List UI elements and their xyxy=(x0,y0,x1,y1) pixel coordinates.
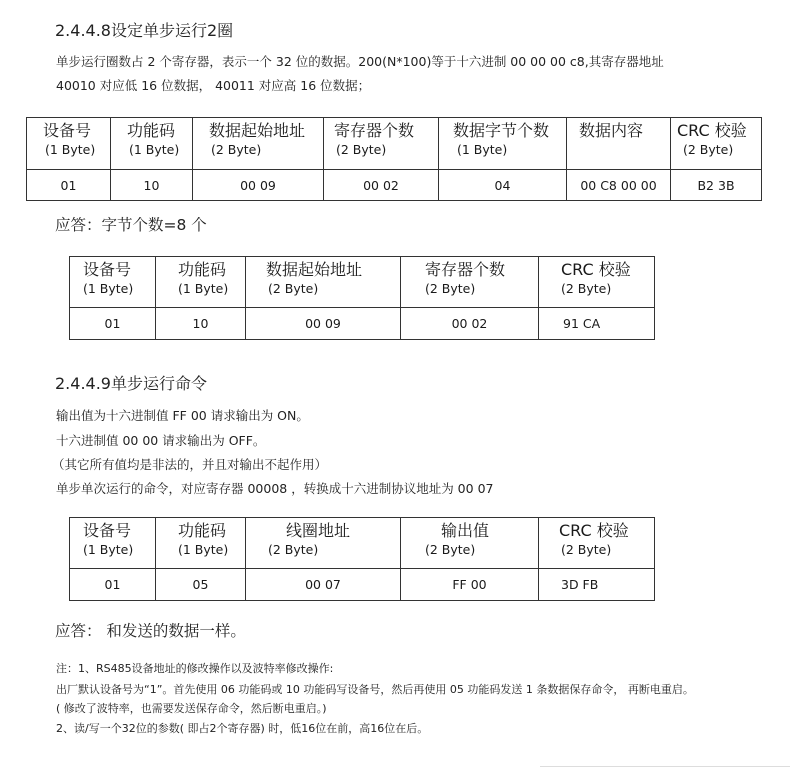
header-label: 数据起始地址 xyxy=(209,121,306,140)
header-label: CRC 校验 xyxy=(677,121,747,140)
header-label: 数据起始地址 xyxy=(266,260,363,279)
header-label: 线圈地址 xyxy=(286,521,351,540)
value-function-code: 05 xyxy=(156,569,246,601)
header-label: 设备号 xyxy=(83,260,132,279)
header-device-id xyxy=(70,257,156,308)
header-register-count xyxy=(324,118,439,170)
write-registers-reply-table xyxy=(69,256,655,340)
reply-same-as-sent: 应答： 和发送的数据一样。 xyxy=(55,622,246,640)
header-size: (2 Byte) xyxy=(683,142,734,157)
header-label: 功能码 xyxy=(127,121,176,140)
header-label: 设备号 xyxy=(43,121,92,140)
header-start-address xyxy=(193,118,324,170)
desc-line-illegal: （其它所有值均是非法的，并且对输出不起作用） xyxy=(52,457,328,472)
note-line-3: ( 修改了波特率，也需要发送保存命令，然后断电重启。) xyxy=(56,702,327,715)
note-line-1: 注：1、RS485设备地址的修改操作以及波特率修改操作: xyxy=(56,662,334,675)
header-size: (1 Byte) xyxy=(129,142,180,157)
value-output-value: FF 00 xyxy=(401,569,539,601)
header-device-id xyxy=(70,518,156,569)
value-coil-address: 00 07 xyxy=(246,569,401,601)
value-crc: B2 3B xyxy=(671,170,762,201)
header-size: (2 Byte) xyxy=(425,542,476,557)
value-start-address: 00 09 xyxy=(193,170,324,201)
value-start-address: 00 09 xyxy=(246,308,401,340)
value-byte-count: 04 xyxy=(439,170,567,201)
header-label: 数据内容 xyxy=(579,121,644,140)
value-crc: 3D FB xyxy=(539,569,655,601)
write-registers-request-table xyxy=(26,117,762,201)
section-title-2-4-4-9: 2.4.4.9单步运行命令 xyxy=(55,374,207,393)
header-size: (2 Byte) xyxy=(336,142,387,157)
header-size: (2 Byte) xyxy=(268,542,319,557)
header-size: (1 Byte) xyxy=(178,542,229,557)
header-size: (2 Byte) xyxy=(211,142,262,157)
note-line-4: 2、读/写一个32位的参数( 即占2个寄存器) 时，低16位在前，高16位在后。 xyxy=(56,722,429,735)
desc-line-off: 十六进制值 00 00 请求输出为 OFF。 xyxy=(56,433,266,448)
header-size: (1 Byte) xyxy=(83,542,134,557)
header-coil-address xyxy=(246,518,401,569)
header-label: 输出值 xyxy=(441,521,490,540)
header-function-code xyxy=(111,118,193,170)
header-label: CRC 校验 xyxy=(559,521,629,540)
header-crc xyxy=(539,257,655,308)
value-crc: 91 CA xyxy=(539,308,655,340)
header-data-content xyxy=(567,118,671,170)
header-label: 数据字节个数 xyxy=(453,121,550,140)
bottom-divider xyxy=(540,766,790,767)
header-size: (2 Byte) xyxy=(268,281,319,296)
value-function-code: 10 xyxy=(111,170,193,201)
section-title-2-4-4-8: 2.4.4.8设定单步运行2圈 xyxy=(55,21,234,40)
header-label: 功能码 xyxy=(178,521,227,540)
header-register-count xyxy=(401,257,539,308)
section-desc-line-2: 40010 对应低 16 位数据， 40011 对应高 16 位数据； xyxy=(56,78,371,93)
header-label: CRC 校验 xyxy=(561,260,631,279)
value-register-count: 00 02 xyxy=(401,308,539,340)
value-device-id: 01 xyxy=(27,170,111,201)
header-byte-count xyxy=(439,118,567,170)
reply-byte-count: 应答：字节个数=8 个 xyxy=(55,216,207,234)
desc-line-register: 单步单次运行的命令，对应寄存器 00008 ，转换成十六进制协议地址为 00 07 xyxy=(56,481,494,496)
header-output-value xyxy=(401,518,539,569)
header-size: (1 Byte) xyxy=(83,281,134,296)
note-line-2: 出厂默认设备号为“1”。首先使用 06 功能码或 10 功能码写设备号，然后再使用 05 功能码发送 1 条数据保存命令， 再断电重启。 xyxy=(56,683,694,696)
value-function-code: 10 xyxy=(156,308,246,340)
header-function-code xyxy=(156,518,246,569)
header-crc xyxy=(671,118,762,170)
header-size: (2 Byte) xyxy=(425,281,476,296)
header-label: 寄存器个数 xyxy=(334,121,415,140)
header-device-id xyxy=(27,118,111,170)
value-device-id: 01 xyxy=(70,569,156,601)
header-size: (1 Byte) xyxy=(45,142,96,157)
header-label: 设备号 xyxy=(83,521,132,540)
desc-line-on: 输出值为十六进制值 FF 00 请求输出为 ON。 xyxy=(56,408,309,423)
header-start-address xyxy=(246,257,401,308)
single-step-command-table xyxy=(69,517,655,601)
header-function-code xyxy=(156,257,246,308)
header-label: 功能码 xyxy=(178,260,227,279)
header-crc xyxy=(539,518,655,569)
header-label: 寄存器个数 xyxy=(425,260,506,279)
header-size: (2 Byte) xyxy=(561,542,612,557)
value-device-id: 01 xyxy=(70,308,156,340)
header-size: (2 Byte) xyxy=(561,281,612,296)
header-size: (1 Byte) xyxy=(178,281,229,296)
header-size: (1 Byte) xyxy=(457,142,508,157)
value-register-count: 00 02 xyxy=(324,170,439,201)
section-desc-line-1: 单步运行圈数占 2 个寄存器，表示一个 32 位的数据。200(N*100)等于十六进制 00 00 00 c8,其寄存器地址 xyxy=(56,54,664,69)
value-data-content: 00 C8 00 00 xyxy=(567,170,671,201)
